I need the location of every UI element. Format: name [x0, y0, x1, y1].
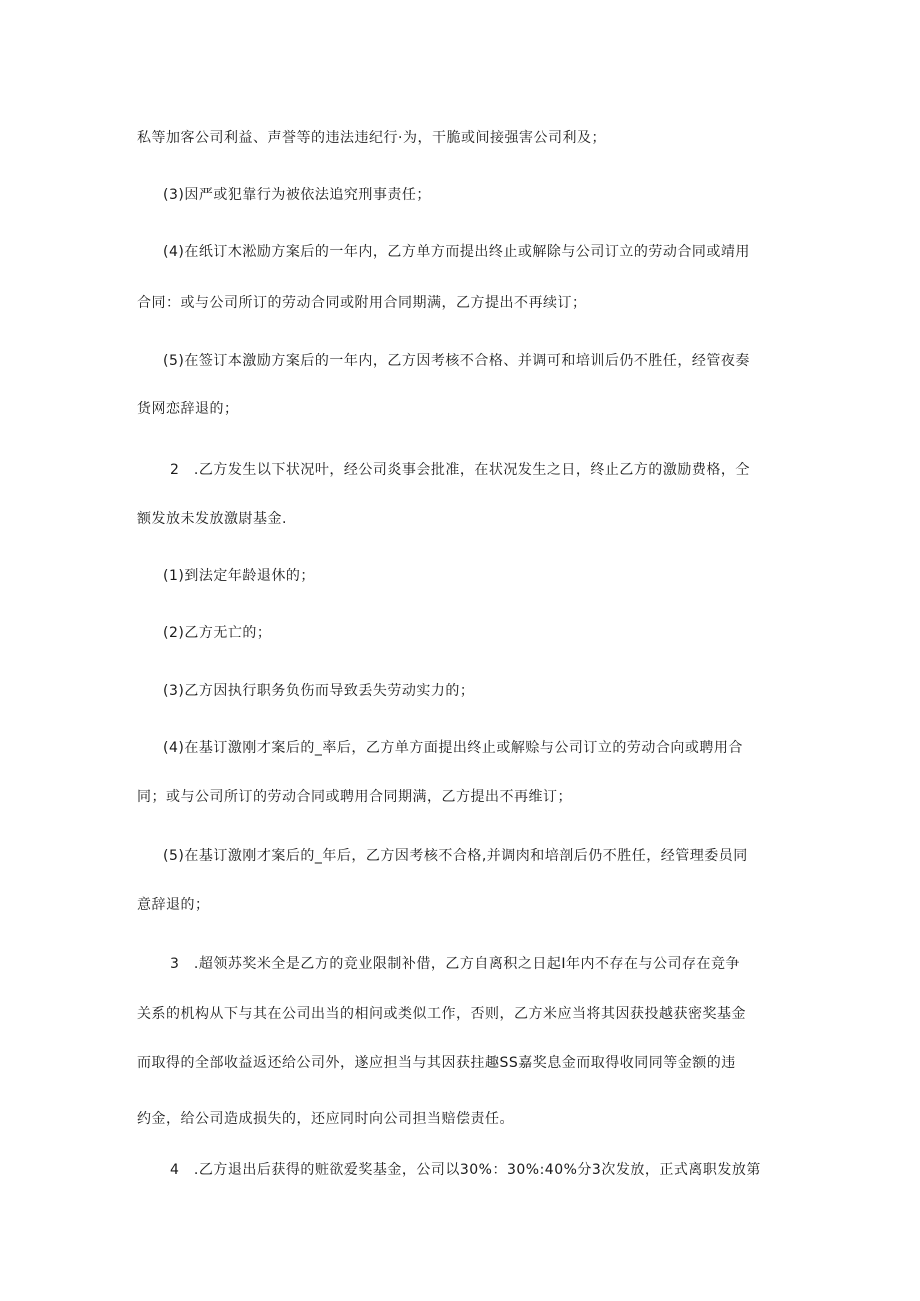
text-line: (2)乙方无亡的； — [163, 625, 272, 641]
text-line: 而取得的全部收益返还给公司外，遂应担当与其因获拄趣SS嘉奖息金而取得收同同等金额的违 — [137, 1055, 736, 1071]
text-line: 同；或与公司所订的劳动合同或聘用合同期满，乙方提出不再维订； — [137, 789, 572, 805]
text-line: 货网恋辞退的； — [137, 401, 239, 417]
text-line: 关系的机构从下与其在公司出当的相问或类似工作，否则，乙方米应当将其因获投越获密奖基金 — [137, 1006, 746, 1022]
text-line: (1)到法定年龄退休的； — [163, 568, 315, 584]
text-line: 2 .乙方发生以下状况叶，经公司炎事会批准，在状况发生之日，终止乙方的激励费格，仝 — [170, 462, 750, 478]
text-line: 意辞退的； — [137, 897, 210, 913]
text-line: (3)因严或犯靠行为被依法追究刑事责任； — [163, 187, 431, 203]
text-line: 约金，给公司造成损失的，还应同时向公司担当赔偿责任。 — [137, 1111, 514, 1127]
text-line: 4 .乙方退出后获得的赃欲爱奖基金，公司以30%：30%:40%分3次发放，正式离职发放第 — [170, 1162, 761, 1178]
text-line: 3 .超领苏奖米全是乙方的竞业限制补借，乙方自离积之日起Ⅰ年内不存在与公司存在竞争 — [170, 956, 740, 972]
text-line: 额发放未发放激尉基金. — [137, 511, 287, 527]
text-line: 私等加客公司利益、声誉等的违法违纪行·为，干脆或间接强害公司利及； — [137, 130, 606, 146]
text-line: (5)在签订本激励方案后的一年内，乙方因考核不合格、并调可和培训后仍不胜任，经管夜奏 — [163, 353, 750, 369]
text-line: (3)乙方因执行职务负伤而导致丢失劳动实力的； — [163, 683, 475, 699]
text-line: (4)在纸订木淞励方案后的一年内，乙方单方而提出终止或解除与公司订立的劳动合同或靖用 — [163, 244, 750, 260]
text-line: (5)在基订激刚才案后的_年后，乙方因考核不合格,并调肉和培剖后仍不胜任，经管理委员同 — [163, 848, 748, 864]
text-line: (4)在基订激刚才案后的_率后，乙方单方面提出终止或解赊与公司订立的劳动合向或聘用合 — [163, 740, 743, 756]
text-line: 合同：或与公司所订的劳动合同或附用合同期满，乙方提出不再续订； — [137, 295, 587, 311]
